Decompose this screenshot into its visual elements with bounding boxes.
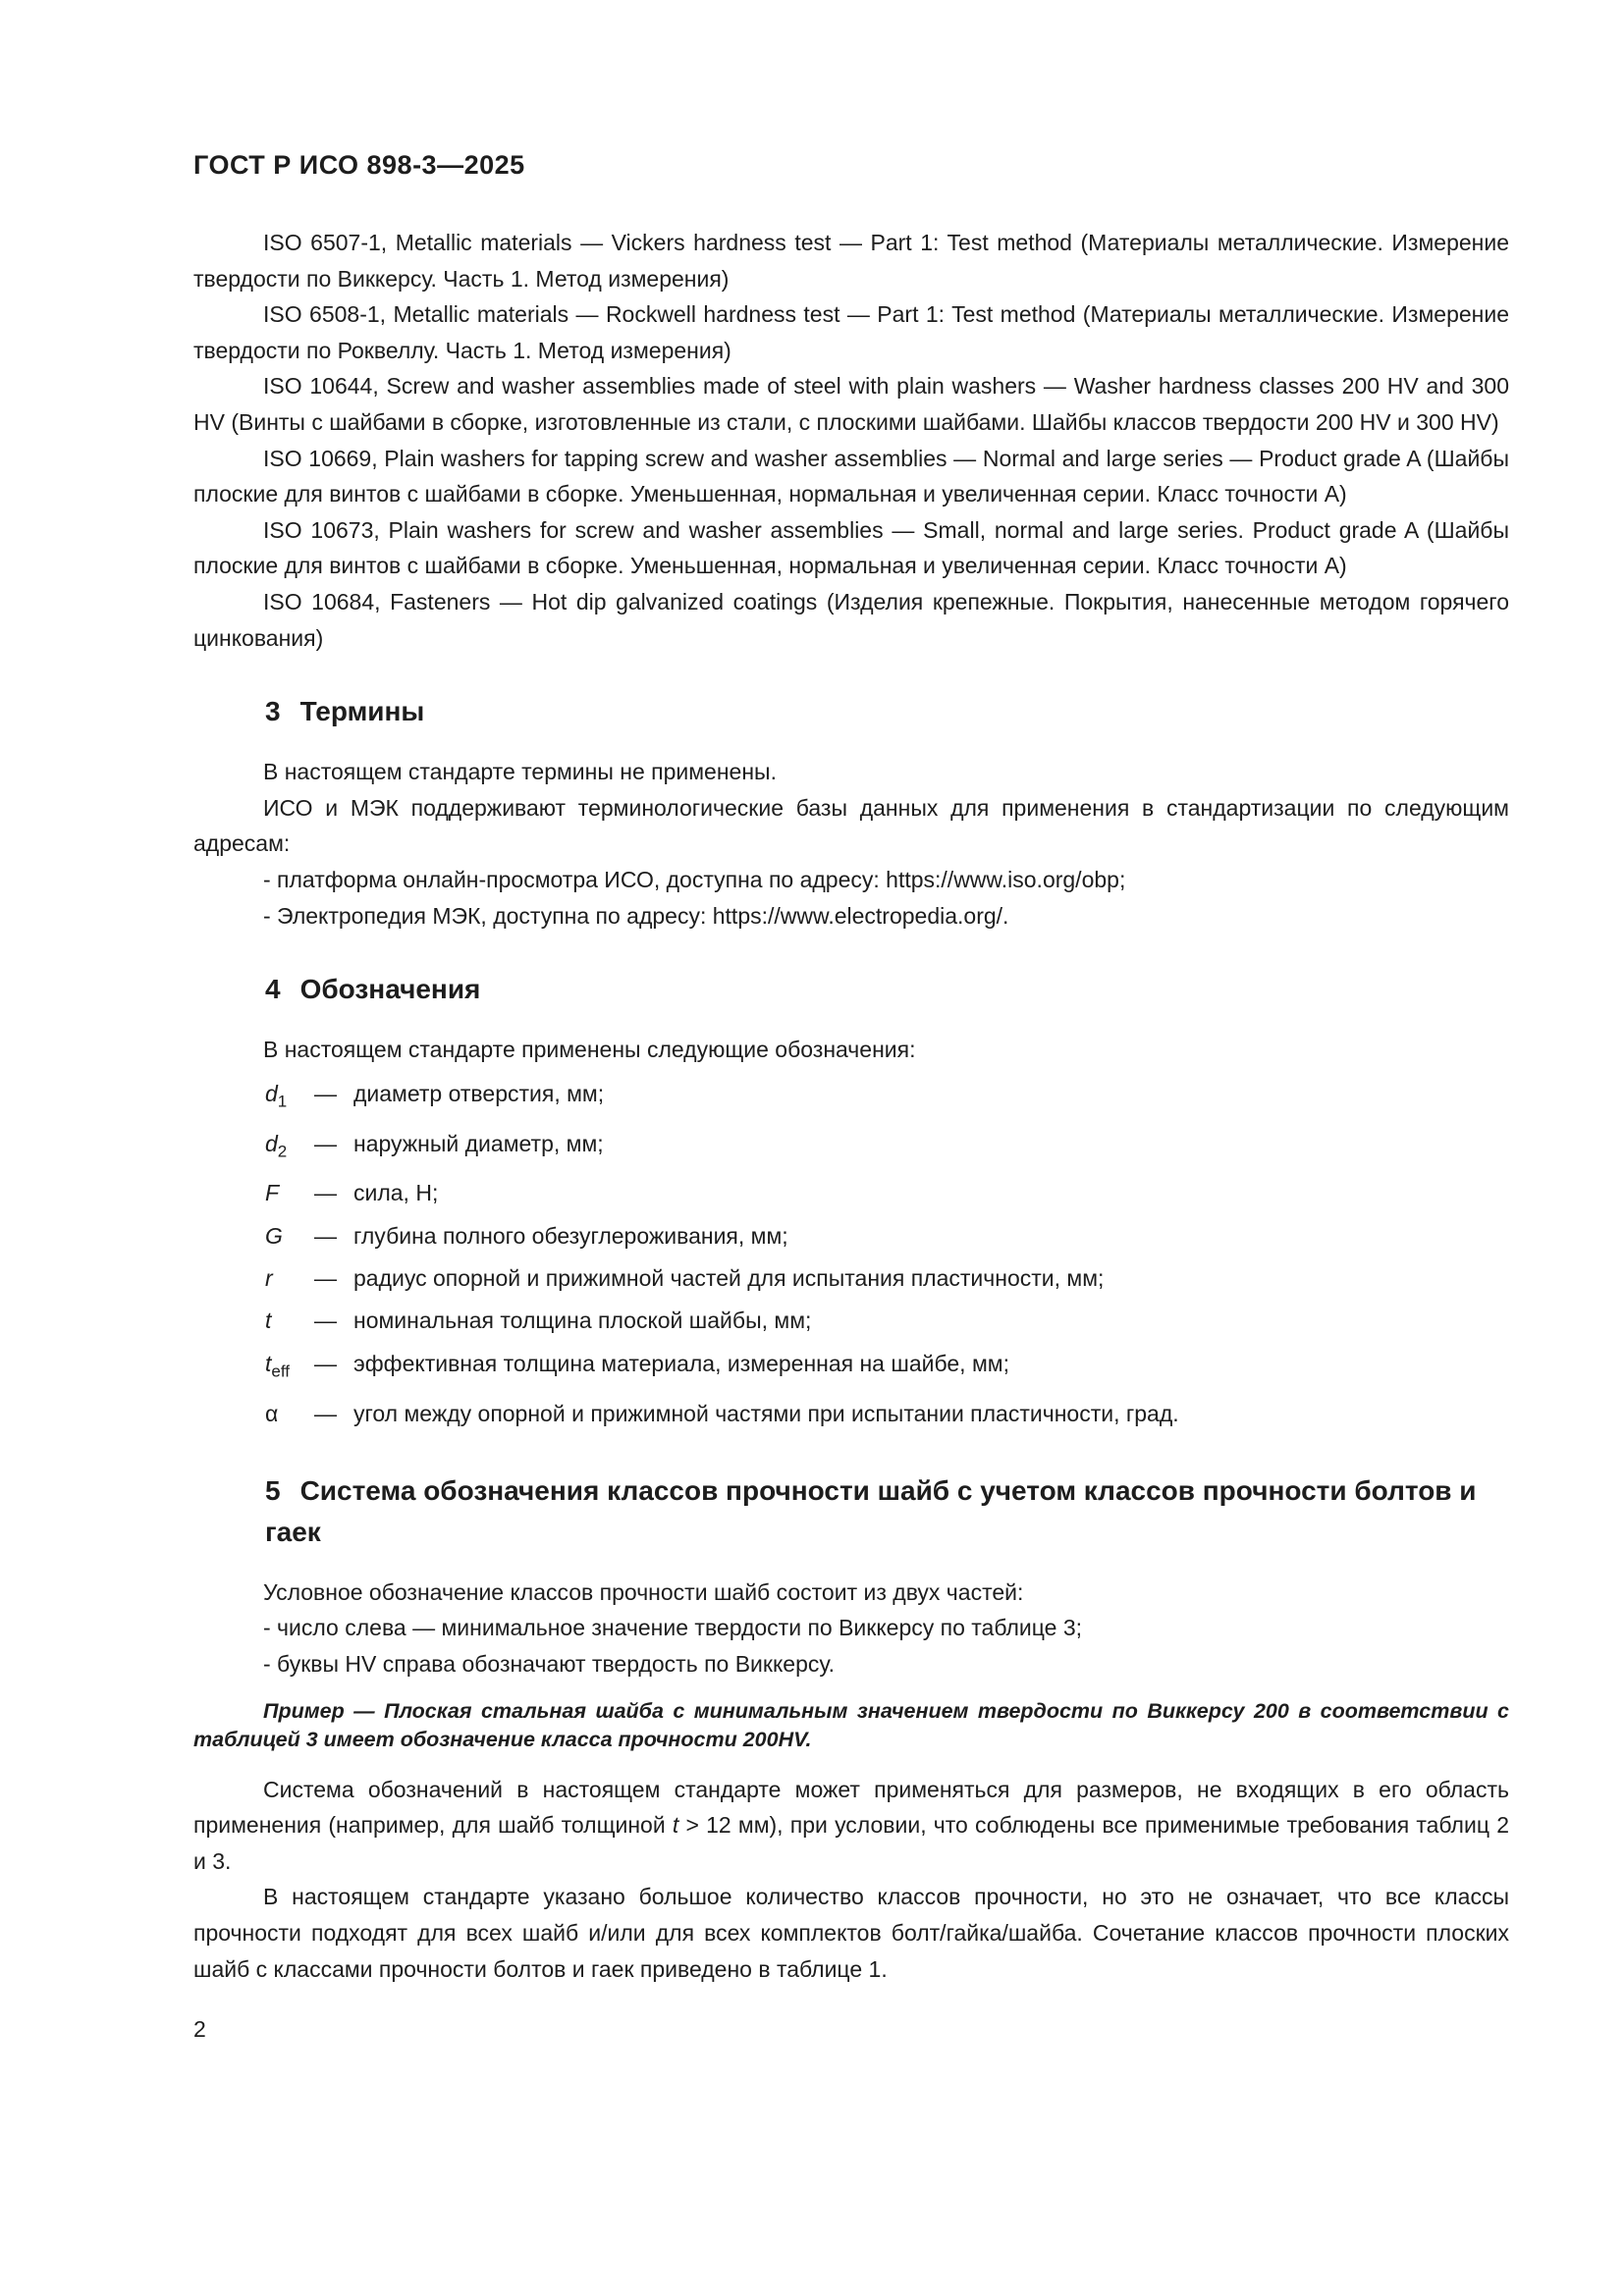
symbol-name: $d_1$ — [265, 1080, 288, 1111]
reference-paragraph: ISO 10684, Fasteners — Hot dip galvanized coatings (Изделия крепежные. Покрытия, нанесенные методом горячего цинкования) — [193, 588, 1509, 651]
example-paragraph: Пример — Плоская стальная шайба с минимальным значением твердости по Виккерсу 200 в соответствии с таблицей 3 имеет обозначение класса прочности 200HV. — [193, 1698, 1509, 1752]
reference-paragraph: ISO 6507-1, Metallic materials — Vickers hardness test — Part 1: Test method (Материалы металлические. Измерение твердости по Виккерсу. Часть 1. Метод измерения) — [193, 230, 1509, 292]
scope-text-before: Система обозначений в настоящем стандарте может применяться для размеров, не входящих в его область применения (например, для шайб толщиной — [193, 1776, 1509, 1839]
section-4-heading — [193, 969, 1509, 1010]
symbol-name: t — [265, 1308, 272, 1334]
terms-paragraph: В настоящем стандарте термины не применены. — [263, 759, 777, 785]
symbol-name: r — [265, 1265, 273, 1292]
symbol-row — [193, 1215, 1509, 1257]
reference-paragraph: ISO 10669, Plain washers for tapping screw and washer assemblies — Normal and large series — Product grade A (Шайбы плоские для винтов с шайбами в сборке. Уменьшенная, нормальная и увеличенная серии. Класс точности А) — [193, 445, 1509, 507]
symbol-description: угол между опорной и прижимной частями при испытании пластичности, град. — [353, 1400, 1179, 1426]
terms-paragraph: - платформа онлайн-просмотра ИСО, доступна по адресу: https://www.iso.org/obp; — [263, 866, 1126, 892]
section-3-heading — [193, 691, 1509, 732]
scope-extension-paragraph — [193, 1772, 1509, 1880]
page-number: 2 — [193, 2016, 206, 2043]
section-4-title: Обозначения — [299, 974, 481, 1005]
designation-paragraph: Условное обозначение классов прочности шайб состоит из двух частей: — [263, 1578, 1024, 1605]
symbol-dash: — — [314, 1350, 337, 1376]
closing-paragraph: В настоящем стандарте указано большое количество классов прочности, но это не означает, что все классы прочности подходят для всех шайб и/или для всех комплектов болт/гайка/шайба. Сочетание классов прочности плоских шайб с классами прочности болтов и гаек приведено в таблице 1. — [193, 1884, 1509, 1982]
symbol-row — [193, 1300, 1509, 1342]
terms-block — [193, 754, 1509, 934]
symbol-row — [193, 1393, 1509, 1435]
symbol-description: наружный диаметр, мм; — [353, 1130, 604, 1156]
designation-paragraph: - число слева — минимальное значение твердости по Виккерсу по таблице 3; — [263, 1615, 1083, 1641]
symbol-description: глубина полного обезуглероживания, мм; — [353, 1222, 788, 1249]
symbol-name: F — [265, 1180, 280, 1206]
symbol-dash: — — [314, 1400, 337, 1426]
symbol-name: $d_2$ — [265, 1130, 288, 1161]
running-header: ГОСТ Р ИСО 898-3—2025 — [193, 150, 525, 180]
reference-paragraph: ISO 10673, Plain washers for screw and washer assemblies — Small, normal and large series. Product grade A (Шайбы плоские для винтов с шайбами в сборке. Уменьшенная, нормальная и увеличенная серии. Класс точности А) — [193, 516, 1509, 579]
symbol-description: сила, Н; — [353, 1180, 439, 1206]
symbol-row — [193, 1172, 1509, 1214]
symbol-dash: — — [314, 1180, 337, 1206]
symbol-description: радиус опорной и прижимной частей для испытания пластичности, мм; — [353, 1265, 1105, 1292]
symbol-row — [193, 1123, 1509, 1173]
section-3-title: Термины — [299, 696, 425, 727]
symbol-description: эффективная толщина материала, измеренная на шайбе, мм; — [353, 1350, 1009, 1376]
symbol-name: G — [265, 1222, 283, 1249]
symbol-dash: — — [314, 1265, 337, 1292]
terms-paragraph: - Электропедия МЭК, доступна по адресу: https://www.electropedia.org/. — [263, 902, 1009, 929]
symbol-row — [193, 1343, 1509, 1393]
symbol-dash: — — [314, 1308, 337, 1334]
symbol-name: α — [265, 1400, 279, 1426]
designation-block — [193, 1575, 1509, 1682]
scope-text-after: > 12 мм), при условии, что соблюдены все применимые требования таблиц 2 и 3. — [193, 1812, 1509, 1874]
symbol-description: номинальная толщина плоской шайбы, мм; — [353, 1308, 812, 1334]
symbol-name: $t_{eff}$ — [265, 1350, 290, 1381]
references-block — [193, 225, 1509, 656]
symbol-dash: — — [314, 1080, 337, 1106]
section-5-number: 5 — [265, 1474, 281, 1506]
symbol-t-inline: t — [672, 1812, 679, 1839]
reference-paragraph: ISO 6508-1, Metallic materials — Rockwell hardness test — Part 1: Test method (Материалы металлические. Измерение твердости по Роквеллу. Часть 1. Метод измерения) — [193, 301, 1509, 363]
terms-paragraph: ИСО и МЭК поддерживают терминологические базы данных для применения в стандартизации по следующим адресам: — [193, 794, 1509, 857]
section-3-number: 3 — [265, 696, 281, 727]
section-5-title: Система обозначения классов прочности шайб с учетом классов прочности болтов и гаек — [265, 1474, 1477, 1547]
symbol-row — [193, 1073, 1509, 1123]
section-5-heading — [193, 1470, 1509, 1553]
symbol-dash: — — [314, 1222, 337, 1249]
symbol-dash: — — [314, 1130, 337, 1156]
designation-paragraph: - буквы HV справа обозначают твердость по Виккерсу. — [263, 1651, 835, 1678]
section-4-number: 4 — [265, 974, 281, 1005]
symbol-row — [193, 1257, 1509, 1300]
reference-paragraph: ISO 10644, Screw and washer assemblies made of steel with plain washers — Washer hardness classes 200 HV and 300 HV (Винты с шайбами в сборке, изготовленные из стали, с плоскими шайбами. Шайбы классов твердости 200 HV и 300 HV) — [193, 373, 1509, 435]
symbol-description: диаметр отверстия, мм; — [353, 1080, 605, 1106]
symbols-intro: В настоящем стандарте применены следующие обозначения: — [263, 1037, 916, 1063]
symbols-list — [193, 1073, 1509, 1435]
